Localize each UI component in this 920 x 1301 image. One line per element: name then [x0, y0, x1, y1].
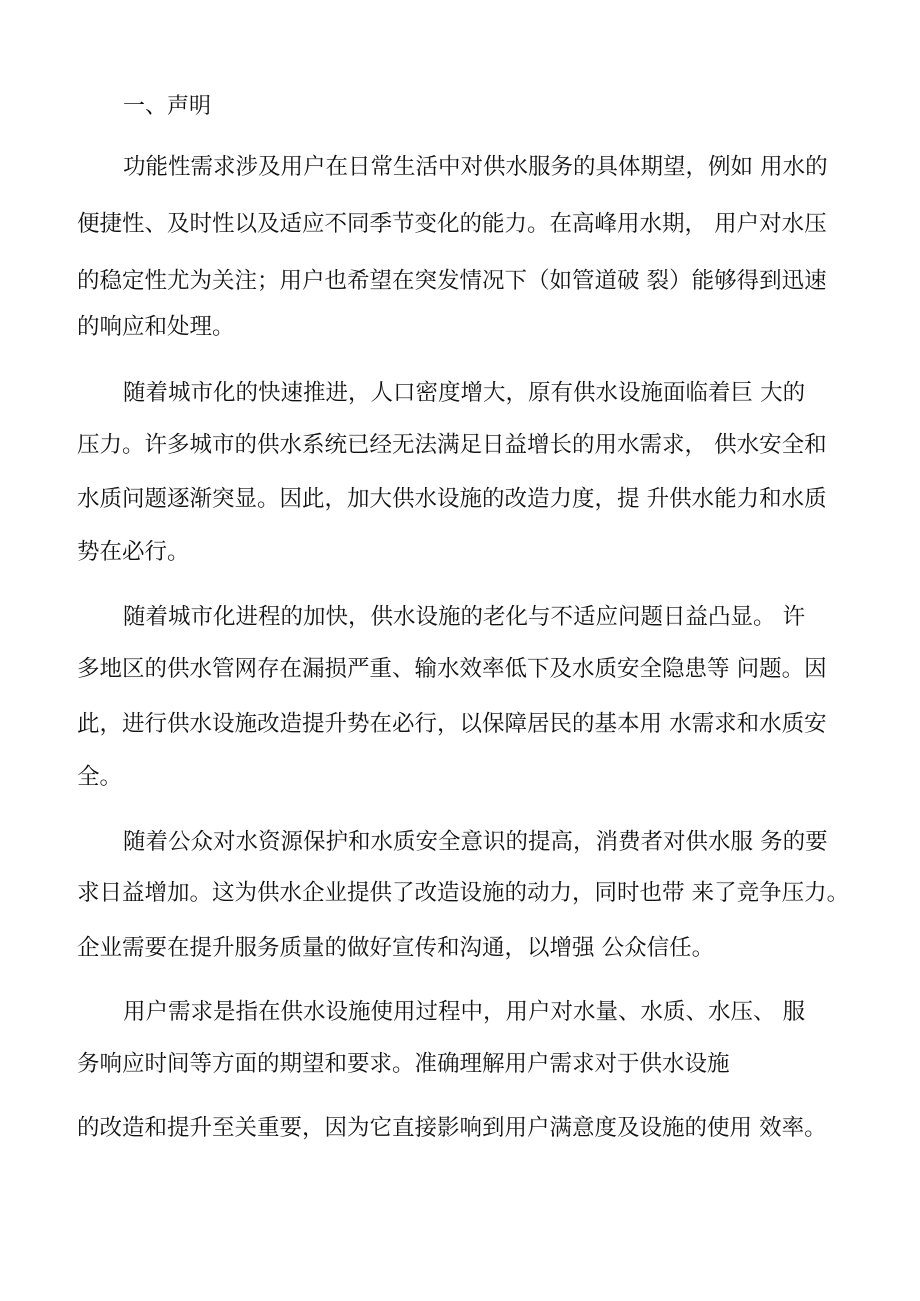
paragraph-3-line-3: 此，进行供水设施改造提升势在必行，以保障居民的基本用 水需求和水质安 — [77, 711, 827, 737]
paragraph-3-line-4: 全。 — [77, 764, 123, 790]
paragraph-1-line-1: 功能性需求涉及用户在日常生活中对供水服务的具体期望，例如 用水的 — [123, 154, 828, 180]
paragraph-5-line-3: 的改造和提升至关重要，因为它直接影响到用户满意度及设施的使用 效率。 — [77, 1115, 827, 1141]
paragraph-1-line-3: 的稳定性尤为关注；用户也希望在突发情况下（如管道破 裂）能够得到迅速 — [77, 268, 827, 294]
paragraph-2-line-4: 势在必行。 — [77, 539, 190, 565]
paragraph-1-line-2: 便捷性、及时性以及适应不同季节变化的能力。在高峰用水期， 用户对水压 — [77, 211, 827, 237]
paragraph-2-line-1: 随着城市化的快速推进，人口密度增大，原有供水设施面临着巨 大的 — [123, 380, 806, 406]
section-heading: 一、声明 — [123, 94, 212, 119]
paragraph-4-line-2: 求日益增加。这为供水企业提供了改造设施的动力，同时也带 来了竞争压力。 — [77, 880, 850, 906]
paragraph-5-line-2: 务响应时间等方面的期望和要求。准确理解用户需求对于供水设施 — [77, 1051, 730, 1077]
paragraph-1-line-4: 的响应和处理。 — [77, 314, 235, 340]
paragraph-2-line-2: 压力。许多城市的供水系统已经无法满足日益增长的用水需求， 供水安全和 — [77, 432, 827, 458]
paragraph-4-line-3: 企业需要在提升服务质量的做好宣传和沟通，以增强 公众信任。 — [77, 935, 715, 961]
paragraph-5-line-1: 用户需求是指在供水设施使用过程中，用户对水量、水质、水压、 服 — [123, 999, 806, 1025]
paragraph-2-line-3: 水质问题逐渐突显。因此，加大供水设施的改造力度，提 升供水能力和水质 — [77, 486, 827, 512]
paragraph-4-line-1: 随着公众对水资源保护和水质安全意识的提高，消费者对供水服 务的要 — [123, 829, 828, 855]
paragraph-3-line-2: 多地区的供水管网存在漏损严重、输水效率低下及水质安全隐患等 问题。因 — [77, 656, 827, 682]
paragraph-3-line-1: 随着城市化进程的加快，供水设施的老化与不适应问题日益凸显。 许 — [123, 604, 806, 630]
